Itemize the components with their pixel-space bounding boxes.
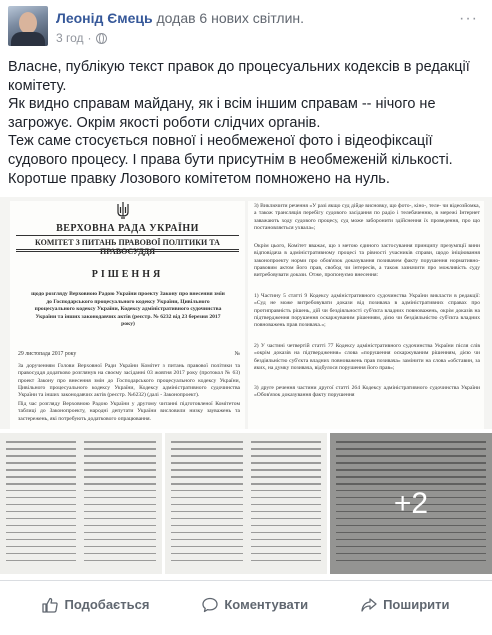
document-paragraph: 3) Виключити речення «У разі якщо суд дійде висновку, що фото-, кіно-, теле- чи відеозйомка, а також трансляція перебігу судового засідання по радіо і телебаченню, в мережі Інтернет заважають ходу судового процесу, суд може заборонити здійснення їх проведення, про що постановляється ухвала»; bbox=[254, 203, 480, 231]
document-paragraph: Під час розгляду Верховною Радою України у другому читанні підготовленої Комітетом таблиці до Законопроекту, народні депутати України висловили низку зауважень та застережень, які потребують додаткового опрацювання. bbox=[18, 401, 240, 422]
post-header bbox=[8, 6, 484, 46]
document-header: ВЕРХОВНА РАДА УКРАЇНИ bbox=[56, 223, 199, 234]
post-paragraph: Власне, публікую текст правок до процесуальних кодексів в редакції комітету. bbox=[8, 59, 470, 94]
photo-thumbnail[interactable] bbox=[0, 433, 162, 574]
thumbs-up-icon bbox=[42, 597, 58, 613]
share-arrow-icon bbox=[361, 597, 377, 613]
photo-main[interactable] bbox=[0, 197, 492, 429]
document-paragraph: 2) У частині четвертій статті 77 Кодексу адміністративного судочинства України після слів «окрім доказів на підтвердження» слова «порушення оскаржуваним рішенням, дією чи бездіяльністю суб'єкта владних повноважень прав позивача» замінити на слова «обставин, за яких, на думку позивача, відбулося порушення його прав»; bbox=[254, 343, 480, 371]
document-date: 29 листопада 2017 року bbox=[18, 351, 77, 357]
document-committee: КОМІТЕТ З ПИТАНЬ ПРАВОВОЇ ПОЛІТИКИ ТА bbox=[35, 238, 220, 247]
document-date-row bbox=[18, 351, 240, 357]
photo-thumbnail[interactable] bbox=[165, 433, 327, 574]
post-timestamp[interactable]: 3 год bbox=[56, 31, 84, 45]
share-label: Поширити bbox=[383, 597, 450, 612]
post-text bbox=[8, 58, 478, 188]
document-paragraph: 1) Частину 5 статті 9 Кодексу адміністративного судочинства України викласти в редакції: «Суд не може витребовувати докази від позивача в адміністративних справах про протиправність рішень, дій чи бездіяльності суб'єкта владних повноважень, окрім доказів на підтвердження порушення оскаржуваним рішенням, дією чи бездіяльністю суб'єкта владних повноважень прав позивача.»; bbox=[254, 293, 480, 329]
post-actions-bar bbox=[0, 580, 492, 628]
document-page-right bbox=[248, 201, 484, 429]
document-paragraph: За дорученням Голови Верховної Ради України Комітет з питань правової політики та правосуддя додатково розглянув на своєму засіданні 03 жовтня 2017 року (протокол № 63) проект Закону про внесення змін до Господарського процесуального кодексу України, Цивільного процесуального кодексу України, Кодексу адміністративного судочинства України та інших законодавчих актів (реєстр. №6232) (далі - Законопроект). bbox=[18, 363, 240, 399]
author-line bbox=[56, 10, 304, 26]
document-number: № bbox=[234, 351, 240, 357]
document-page-left bbox=[10, 201, 245, 429]
like-button[interactable] bbox=[42, 597, 149, 613]
share-button[interactable] bbox=[361, 597, 449, 613]
post-paragraph: Коротше правку Лозового комітетом помножено на нуль. bbox=[8, 170, 390, 187]
comment-button[interactable] bbox=[202, 597, 308, 613]
document-subject: щодо розгляду Верховною Радою України проекту Закону про внесення змін до Господарського процесуального кодексу України, Цивільного процесуального кодексу України, Кодексу адміністративного судочинства України та інших законодавчих актів (реєстр. № 6232 від 23 березня 2017 року) bbox=[31, 291, 225, 327]
document-paragraph: 3) друге речення частини другої статті 264 Кодексу адміністративного судочинства України «Обов'язок доказування факту порушення bbox=[254, 385, 480, 399]
author-name-link[interactable]: Леонід Ємець bbox=[56, 10, 153, 26]
document-decision-title: РІШЕННЯ bbox=[91, 269, 164, 280]
more-photos-count: +2 bbox=[393, 486, 429, 520]
dot-separator: · bbox=[87, 31, 92, 45]
document-paragraph: Окрім цього, Комітет вважає, що з метою єдиного застосування принципу презумпції вини відповідача в адміністративному процесі та рівності учасників справи, щодо ініціювання законопроекту норми про обов'язок доказування позивачем факту порушення нормативно-правовим актом його прав, свобод чи інтересів, а також зазначити про можливість суду витребовувати докази. Отже, пропонуємо внесення: bbox=[254, 243, 480, 279]
more-photos-overlay[interactable] bbox=[330, 433, 492, 574]
author-avatar[interactable] bbox=[8, 6, 48, 46]
trident-emblem-icon bbox=[116, 201, 130, 219]
like-label: Подобається bbox=[64, 597, 150, 612]
comment-bubble-icon bbox=[202, 597, 218, 613]
photo-gallery bbox=[0, 197, 492, 574]
post-paragraph: Теж саме стосується повної і необмеженої фото і відеофіксації судового процесу. І права бути присутнім в необмеженій кількості. bbox=[8, 133, 453, 168]
post-meta bbox=[56, 31, 107, 45]
public-globe-icon bbox=[96, 33, 107, 44]
post-options-icon[interactable]: ··· bbox=[459, 10, 478, 27]
photo-thumbnail-more[interactable] bbox=[330, 433, 492, 574]
post-action-text: додав 6 нових світлин. bbox=[156, 10, 305, 26]
post-paragraph: Як видно справам майдану, як і всім іншим справам -- нічого не загрожує. Окрім якості роботи слідчих органів. bbox=[8, 96, 436, 131]
comment-label: Коментувати bbox=[224, 597, 309, 612]
